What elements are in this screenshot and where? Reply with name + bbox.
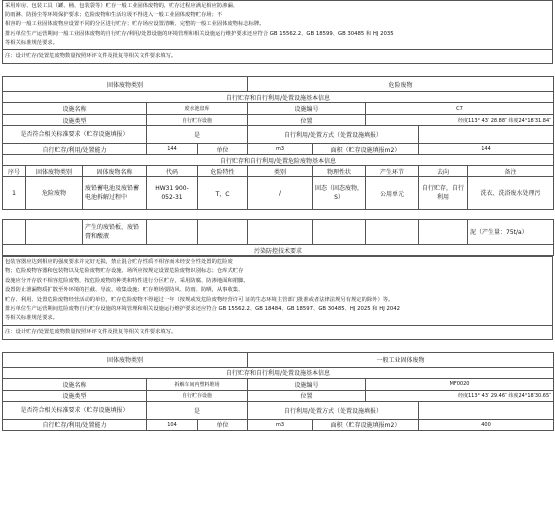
column-header: 固体废物类别 [26, 166, 83, 177]
column-header: 备注 [468, 166, 554, 177]
text-line: 贮存、利用、处置危险废物经营活动的单位，贮存危险废物不得超过一年（按规或发危险废物经营许可 证的生态环境主管部门批准或者法律法规另有规定的除外）等。 [5, 296, 394, 303]
capacity-value: 144 [147, 144, 198, 155]
waste-type-value: 危险废物 [248, 77, 554, 92]
location-value: 经度113° 43′ 28.88″ 纬度24°18′31.84″ [366, 115, 554, 126]
area-label: 面积（贮存设施填报m2） [313, 419, 419, 430]
text-line: 防雨淋、防扬尘等环境保护要求；危险废物和生活垃圾不得进入一般工业固体废物贮存场；不 [5, 12, 223, 19]
column-header: 物理性状 [313, 166, 366, 177]
capacity-label: 自行贮存/利用/处置能力 [3, 144, 147, 155]
method-value [419, 126, 554, 144]
method-label: 自行利用/处置方式（处置设施填报） [248, 401, 419, 419]
facility-name-label: 设施名称 [3, 103, 147, 115]
unit-label: 单位 [198, 144, 248, 155]
text-line: 排污单位生产运营期间一般工业固体废物的自行贮存/利用/处置设施的环境管理和相关设施运行维护要求还应符合 GB 15562.2、GB 18599、GB 30485 和 HJ 2035 [5, 30, 394, 37]
row-number: 1 [3, 177, 26, 210]
facility-code-label: 设施编号 [248, 378, 366, 390]
compliance-value: 是 [147, 401, 248, 419]
text-line: 物；危险废物容器和包装物以及危险废物贮存设施、场所应按规定设置危险废物识别标志；仓库式贮存 [5, 268, 244, 275]
row-type: / [248, 177, 313, 210]
section-title-tech: 污染防控技术要求 [3, 245, 554, 256]
area-label: 面积（贮存设施填报m2） [313, 144, 419, 155]
facility-type-value: 自行贮存设施 [147, 115, 248, 126]
capacity-value: 104 [147, 419, 198, 430]
storage-requirements-text [2, 0, 553, 49]
column-header: 固体废物名称 [83, 166, 147, 177]
unit-label: 单位 [198, 419, 248, 430]
row-remark-continued: 泥（产生量：75t/a） [468, 220, 554, 245]
row-source: 公用单元 [366, 177, 419, 210]
waste-type-value: 一般工业固体废物 [248, 352, 554, 367]
row-hazard: T，C [198, 177, 248, 210]
hazard-note: 注：设计贮存/处置危废物数量按照环评文件及批复等相关文件要求填写。 [2, 325, 553, 340]
location-value: 经度113° 43′ 29.46″ 纬度24°18′30.65″ [366, 390, 554, 401]
location-label: 位置 [248, 115, 366, 126]
hazardous-waste-table [2, 76, 554, 210]
column-header: 代码 [147, 166, 198, 177]
facility-name-value: 拆解车间内塑料堆场 [147, 378, 248, 390]
text-line: 包装容器应达到相应的强度要求并完好无损，禁止混合贮存性质不相容而未经安全性处置的危险废 [5, 259, 233, 266]
compliance-label: 是否符合相关标准要求（贮存设施填报） [3, 401, 147, 419]
method-label: 自行利用/处置方式（处置设施填报） [248, 126, 419, 144]
section-title-facility: 自行贮存和自行利用/处置设施基本信息 [3, 92, 554, 103]
facility-code-value: C7 [366, 103, 554, 115]
text-line: 排污单位生产运营期间危险废物自行贮存设施的环境管理和相关设施运行维护要求还应符合 GB 15562.2、GB 18484、GB 18597、GB 30485、HJ 2025 和 HJ 2042 [5, 306, 400, 313]
facility-name-value: 废水池盘库 [147, 103, 248, 115]
area-value: 400 [419, 419, 554, 430]
row-category: 危险废物 [26, 177, 83, 210]
facility-type-label: 设施类型 [3, 390, 147, 401]
column-header: 产生环节 [366, 166, 419, 177]
text-line: 相容的一般工业固体废物应设置不同的分区进行贮存；贮存场应设置清晰、完整的一般工业固体废物标志标牌。 [5, 21, 265, 28]
capacity-label: 自行贮存/利用/处置能力 [3, 419, 147, 430]
waste-type-label: 固体废物类别 [3, 352, 248, 367]
top-note: 注：设计贮存/处置危废物数量按照环评文件及批复等相关文件要求填写。 [2, 49, 553, 64]
method-value [419, 401, 554, 419]
row-form: 固态（固态废物，S） [313, 177, 366, 210]
document-page [2, 0, 553, 431]
facility-code-value: MF0020 [366, 378, 554, 390]
column-header: 类别 [248, 166, 313, 177]
general-waste-table [2, 352, 554, 431]
section-title-waste: 自行贮存和自行利用/处置危险废物基本信息 [3, 155, 554, 166]
text-line: 采用库房、包装工具（罐、桶、包装袋等）贮存一般工业固体废物的，贮存过程应满足相应防渗漏、 [5, 3, 239, 9]
table-row-continued [3, 220, 554, 245]
row-dest: 自行贮存，自行利用 [419, 177, 468, 210]
table-row [3, 177, 554, 210]
facility-code-label: 设施编号 [248, 103, 366, 115]
hazardous-waste-table-continued [2, 219, 554, 256]
compliance-value: 是 [147, 126, 248, 144]
section-title-facility: 自行贮存和自行利用/处置设施基本信息 [3, 367, 554, 378]
text-line: 设置防止泄漏物质扩散至外环境的拦截、导流、收集设施；贮存堆场要防风、防雨、防晒，从事收集、 [5, 287, 244, 294]
row-name-continued: 产生的废铅板、废铅膏和酸液 [83, 220, 147, 245]
text-line: 等相关标准规范要求。 [5, 315, 58, 322]
unit-value: m3 [248, 419, 313, 430]
location-label: 位置 [248, 390, 366, 401]
waste-type-label: 固体废物类别 [3, 77, 248, 92]
column-header: 危险特性 [198, 166, 248, 177]
facility-name-label: 设施名称 [3, 378, 147, 390]
column-header: 去向 [419, 166, 468, 177]
row-remark: 洗衣、洗浴废水处理污 [468, 177, 554, 210]
text-line: 设施应分开存放不相容危险废物，按危险废物的种类和特性进行分区贮存，采用防腐、防渗地面和裙脚。 [5, 277, 249, 284]
compliance-label: 是否符合相关标准要求（贮存设施填报） [3, 126, 147, 144]
facility-type-value: 自行贮存设施 [147, 390, 248, 401]
tech-requirements-text [2, 256, 553, 325]
area-value: 144 [419, 144, 554, 155]
row-code: HW31 900-052-31 [147, 177, 198, 210]
unit-value: m3 [248, 144, 313, 155]
column-header: 序号 [3, 166, 26, 177]
facility-type-label: 设施类型 [3, 115, 147, 126]
row-name: 废铅蓄电池及废铅蓄电池拆解过程中 [83, 177, 147, 210]
text-line: 等相关标准规范要求。 [5, 39, 58, 46]
